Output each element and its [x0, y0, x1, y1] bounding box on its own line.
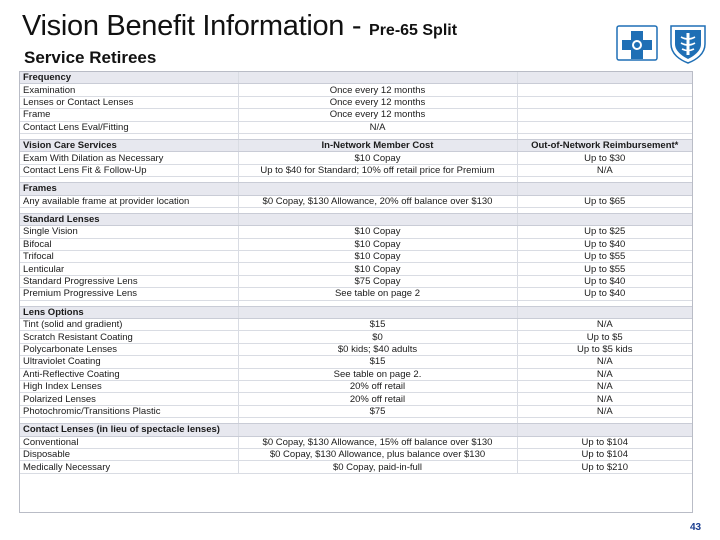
benefit-label: Medically Necessary	[20, 461, 238, 473]
in-network-value: $10 Copay	[238, 238, 517, 250]
out-of-network-value: N/A	[517, 405, 692, 417]
benefit-label: Premium Progressive Lens	[20, 288, 238, 300]
out-of-network-value: Up to $210	[517, 461, 692, 473]
section-header-row	[20, 213, 692, 225]
in-network-value: $10 Copay	[238, 226, 517, 238]
table-row	[20, 405, 692, 417]
out-of-network-value: Up to $5 kids	[517, 343, 692, 355]
section-title: Standard Lenses	[20, 213, 238, 225]
out-of-network-value: Up to $40	[517, 238, 692, 250]
in-network-value: $0 Copay, paid-in-full	[238, 461, 517, 473]
benefit-label: Any available frame at provider location	[20, 195, 238, 207]
in-network-value: Once every 12 months	[238, 109, 517, 121]
title-main: Vision Benefit Information -	[22, 10, 370, 42]
column-header	[517, 72, 692, 84]
page-subtitle: Service Retirees	[24, 48, 157, 67]
blue-cross-icon	[617, 26, 657, 60]
benefits-table	[20, 72, 692, 474]
benefit-label: Lenticular	[20, 263, 238, 275]
out-of-network-value: Up to $55	[517, 263, 692, 275]
column-header	[238, 183, 517, 195]
out-of-network-value	[517, 121, 692, 133]
table-row	[20, 275, 692, 287]
column-header	[238, 213, 517, 225]
in-network-value: See table on page 2.	[238, 368, 517, 380]
out-of-network-value: Up to $25	[517, 226, 692, 238]
column-header	[517, 213, 692, 225]
in-network-value: $15	[238, 319, 517, 331]
benefit-label: Anti-Reflective Coating	[20, 368, 238, 380]
out-of-network-value: Up to $104	[517, 448, 692, 460]
table-row	[20, 393, 692, 405]
column-header	[238, 72, 517, 84]
table-row	[20, 331, 692, 343]
table-row	[20, 152, 692, 164]
benefit-label: Scratch Resistant Coating	[20, 331, 238, 343]
table-row	[20, 251, 692, 263]
table-row	[20, 368, 692, 380]
in-network-value: $0 kids; $40 adults	[238, 343, 517, 355]
section-header-row	[20, 72, 692, 84]
table-row	[20, 319, 692, 331]
in-network-value: $0 Copay, $130 Allowance, 20% off balance over $130	[238, 195, 517, 207]
out-of-network-value: N/A	[517, 164, 692, 176]
column-header	[517, 306, 692, 318]
title-sub: Pre-65 Split	[369, 22, 458, 39]
benefit-label: Polycarbonate Lenses	[20, 343, 238, 355]
section-title: Vision Care Services	[20, 139, 238, 151]
out-of-network-value: Up to $55	[517, 251, 692, 263]
in-network-value: $0 Copay, $130 Allowance, plus balance over $130	[238, 448, 517, 460]
table-row	[20, 356, 692, 368]
table-row	[20, 84, 692, 96]
out-of-network-value: N/A	[517, 368, 692, 380]
page-number: 43	[690, 522, 702, 533]
benefits-table-container	[20, 72, 692, 512]
table-row	[20, 263, 692, 275]
table-row	[20, 238, 692, 250]
in-network-value: $75	[238, 405, 517, 417]
out-of-network-value	[517, 109, 692, 121]
out-of-network-value: Up to $30	[517, 152, 692, 164]
out-of-network-value	[517, 96, 692, 108]
section-header-row	[20, 183, 692, 195]
column-header	[238, 424, 517, 436]
table-row	[20, 195, 692, 207]
out-of-network-value: N/A	[517, 356, 692, 368]
benefit-label: Bifocal	[20, 238, 238, 250]
out-of-network-value: Up to $65	[517, 195, 692, 207]
benefit-label: Frame	[20, 109, 238, 121]
in-network-value: $10 Copay	[238, 263, 517, 275]
in-network-value: Once every 12 months	[238, 84, 517, 96]
table-row	[20, 121, 692, 133]
in-network-value: 20% off retail	[238, 380, 517, 392]
benefit-label: Conventional	[20, 436, 238, 448]
table-row	[20, 448, 692, 460]
in-network-value: $0	[238, 331, 517, 343]
in-network-value: $75 Copay	[238, 275, 517, 287]
out-of-network-value: Up to $104	[517, 436, 692, 448]
in-network-value: $10 Copay	[238, 251, 517, 263]
in-network-value: $15	[238, 356, 517, 368]
column-header	[517, 183, 692, 195]
benefit-label: Trifocal	[20, 251, 238, 263]
table-row	[20, 288, 692, 300]
out-of-network-value: N/A	[517, 319, 692, 331]
in-network-value: See table on page 2	[238, 288, 517, 300]
benefit-label: Disposable	[20, 448, 238, 460]
table-row	[20, 380, 692, 392]
benefit-label: Polarized Lenses	[20, 393, 238, 405]
out-of-network-value: N/A	[517, 380, 692, 392]
benefit-label: Photochromic/Transitions Plastic	[20, 405, 238, 417]
in-network-value: Up to $40 for Standard; 10% off retail price for Premium	[238, 164, 517, 176]
bcbs-logo	[615, 22, 713, 66]
benefit-label: Single Vision	[20, 226, 238, 238]
table-row	[20, 436, 692, 448]
benefit-label: High Index Lenses	[20, 380, 238, 392]
page-title	[22, 10, 457, 43]
table-row	[20, 226, 692, 238]
blue-shield-icon	[671, 26, 705, 63]
in-network-value: Once every 12 months	[238, 96, 517, 108]
section-title: Contact Lenses (in lieu of spectacle lenses)	[20, 424, 238, 436]
column-header: Out-of-Network Reimbursement*	[517, 139, 692, 151]
in-network-value: $10 Copay	[238, 152, 517, 164]
table-row	[20, 343, 692, 355]
out-of-network-value	[517, 84, 692, 96]
table-row	[20, 109, 692, 121]
out-of-network-value: N/A	[517, 393, 692, 405]
table-row	[20, 96, 692, 108]
out-of-network-value: Up to $40	[517, 275, 692, 287]
out-of-network-value: Up to $5	[517, 331, 692, 343]
section-header-row	[20, 139, 692, 151]
table-row	[20, 164, 692, 176]
section-title: Frames	[20, 183, 238, 195]
in-network-value: N/A	[238, 121, 517, 133]
benefit-label: Contact Lens Eval/Fitting	[20, 121, 238, 133]
section-title: Lens Options	[20, 306, 238, 318]
column-header	[517, 424, 692, 436]
benefit-label: Ultraviolet Coating	[20, 356, 238, 368]
section-header-row	[20, 306, 692, 318]
in-network-value: $0 Copay, $130 Allowance, 15% off balance over $130	[238, 436, 517, 448]
section-header-row	[20, 424, 692, 436]
benefit-label: Tint (solid and gradient)	[20, 319, 238, 331]
benefit-label: Contact Lens Fit & Follow-Up	[20, 164, 238, 176]
benefit-label: Exam With Dilation as Necessary	[20, 152, 238, 164]
in-network-value: 20% off retail	[238, 393, 517, 405]
column-header	[238, 306, 517, 318]
out-of-network-value: Up to $40	[517, 288, 692, 300]
benefit-label: Examination	[20, 84, 238, 96]
benefit-label: Standard Progressive Lens	[20, 275, 238, 287]
benefit-label: Lenses or Contact Lenses	[20, 96, 238, 108]
table-row	[20, 461, 692, 473]
section-title: Frequency	[20, 72, 238, 84]
column-header: In-Network Member Cost	[238, 139, 517, 151]
